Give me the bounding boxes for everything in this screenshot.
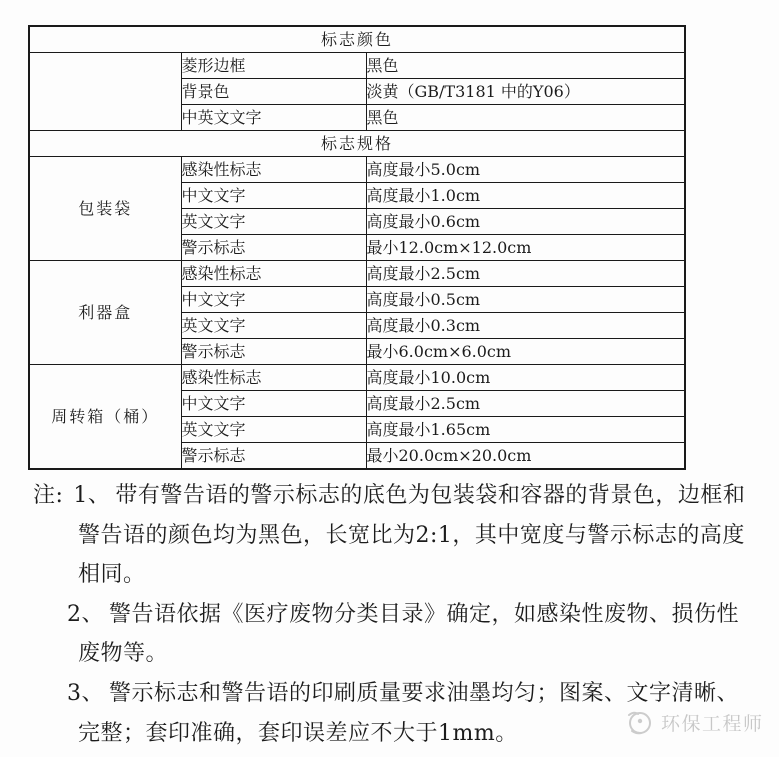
color-item-cell: 背景色: [181, 79, 366, 105]
spec-value-cell: 高度最小1.0cm: [366, 183, 685, 209]
note-line: [78, 555, 779, 595]
group-name-cell-sharps-box: 利器盒: [29, 261, 181, 365]
section-header-color: 标志颜色: [29, 26, 685, 53]
group-name-cell-turnover-box: 周转箱（桶）: [29, 365, 181, 470]
color-value-cell: 黑色: [366, 105, 685, 131]
spec-value-cell: 高度最小0.6cm: [366, 209, 685, 235]
spec-value-cell: 最小12.0cm×12.0cm: [366, 235, 685, 261]
spec-value-cell: 最小6.0cm×6.0cm: [366, 339, 685, 365]
spec-item-cell: 英文文字: [181, 313, 366, 339]
spec-item-cell: 警示标志: [181, 235, 366, 261]
note-text: 相同。: [78, 562, 146, 588]
color-group-empty-cell: [29, 53, 181, 131]
spec-item-cell: 感染性标志: [181, 157, 366, 183]
color-item-cell: 中英文文字: [181, 105, 366, 131]
spec-item-cell: 中文文字: [181, 183, 366, 209]
note-text: 警告语的颜色均为黑色，长宽比为2:1，其中宽度与警示标志的高度: [78, 522, 745, 548]
color-value-cell: 淡黄（GB/T3181 中的Y06）: [366, 79, 685, 105]
note-text: 完整；套印准确，套印误差应不大于1mm。: [78, 720, 518, 746]
note-line: [78, 634, 779, 674]
table-row: [29, 157, 685, 183]
spec-item-cell: 感染性标志: [181, 365, 366, 391]
eco-engineer-logo-icon: [624, 707, 654, 741]
section-header-spec: 标志规格: [29, 131, 685, 157]
spec-value-cell: 高度最小10.0cm: [366, 365, 685, 391]
table-row: [29, 261, 685, 287]
spec-item-cell: 中文文字: [181, 391, 366, 417]
note-number: 1、: [73, 483, 111, 508]
spec-item-cell: 英文文字: [181, 209, 366, 235]
note-line: [33, 476, 779, 516]
spec-value-cell: 高度最小0.3cm: [366, 313, 685, 339]
spec-value-cell: 高度最小2.5cm: [366, 391, 685, 417]
note-text: 警示标志和警告语的印刷质量要求油墨均匀；图案、文字清晰、: [109, 680, 740, 706]
note-line: [67, 595, 779, 635]
spec-item-cell: 警示标志: [181, 443, 366, 470]
spec-item-cell: 警示标志: [181, 339, 366, 365]
color-value-cell: 黑色: [366, 53, 685, 79]
note-text: 警告语依据《医疗废物分类目录》确定，如感染性废物、损伤性: [109, 601, 740, 627]
watermark-text: 环保工程师: [661, 713, 764, 735]
note-text: 废物等。: [78, 641, 169, 667]
spec-value-cell: 最小20.0cm×20.0cm: [366, 443, 685, 470]
note-number: 2、: [67, 601, 104, 627]
table-row: [29, 365, 685, 391]
spec-item-cell: 中文文字: [181, 287, 366, 313]
spec-value-cell: 高度最小0.5cm: [366, 287, 685, 313]
spec-value-cell: 高度最小1.65cm: [366, 417, 685, 443]
note-text: 带有警告语的警示标志的底色为包装袋和容器的背景色，边框和: [115, 483, 746, 508]
watermark: [624, 707, 764, 741]
note-line: [78, 516, 779, 556]
group-name-cell-bag: 包装袋: [29, 157, 181, 261]
table-row: [29, 131, 685, 157]
table-row: [29, 53, 685, 79]
spec-item-cell: 感染性标志: [181, 261, 366, 287]
spec-value-cell: 高度最小5.0cm: [366, 157, 685, 183]
table-row: [29, 26, 685, 53]
color-item-cell: 菱形边框: [181, 53, 366, 79]
note-number: 3、: [67, 680, 104, 706]
spec-value-cell: 高度最小2.5cm: [366, 261, 685, 287]
spec-item-cell: 英文文字: [181, 417, 366, 443]
note-label: 注:: [33, 483, 64, 508]
mark-spec-table: [28, 25, 686, 470]
